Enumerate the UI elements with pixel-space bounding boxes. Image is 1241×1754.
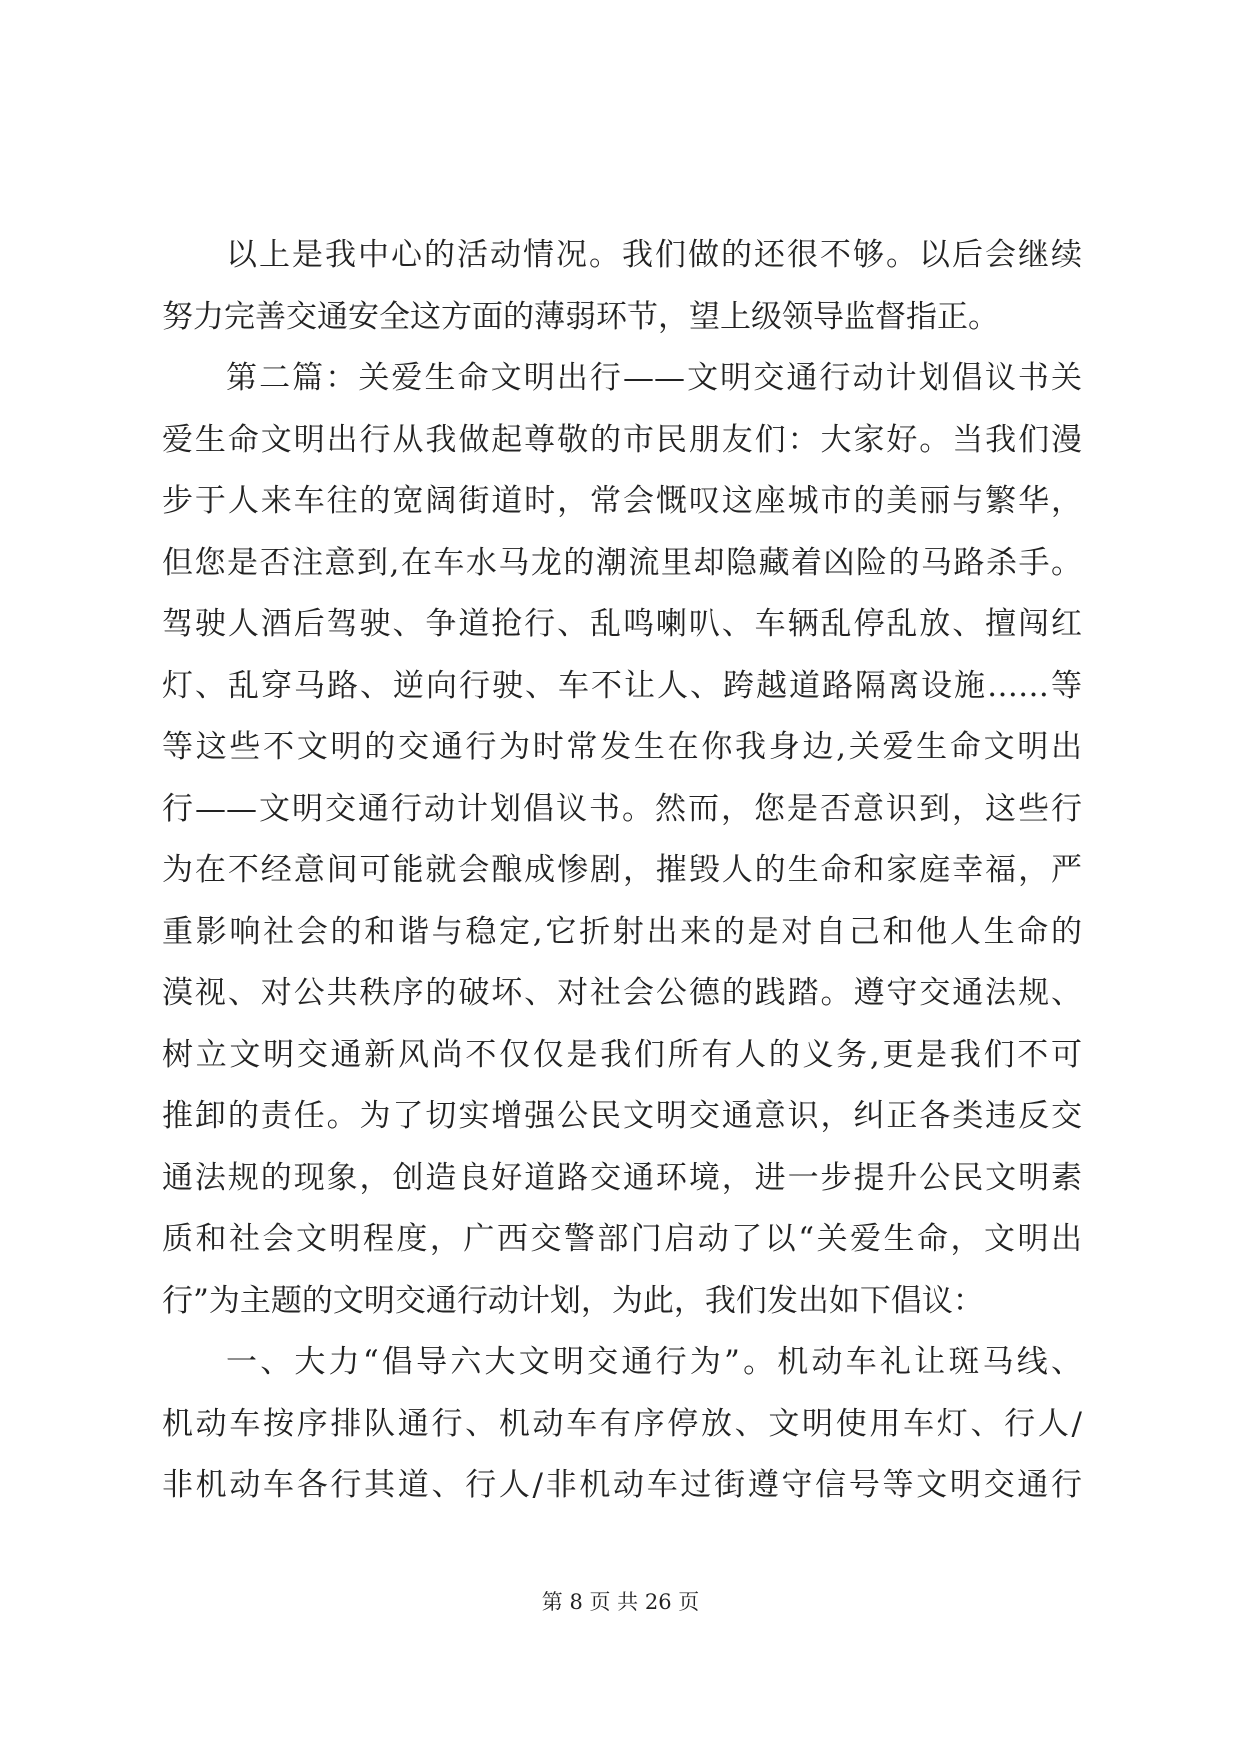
text-line: 步于人来车往的宽阔街道时，常会慨叹这座城市的美丽与繁华，: [162, 483, 1082, 519]
page-number-footer: 第 8 页 共 26 页: [541, 1590, 700, 1614]
text-line: 质和社会文明程度，广西交警部门启动了以“关爱生命，文明出: [162, 1221, 1082, 1257]
text-line: 灯、乱穿马路、逆向行驶、车不让人、跨越道路隔离设施……等: [162, 667, 1082, 704]
text-line: 为在不经意间可能就会酿成惨剧，摧毁人的生命和家庭幸福，严: [162, 852, 1082, 888]
text-line: 努力完善交通安全这方面的薄弱环节，望上级领导监督指正。: [162, 298, 999, 335]
text-line: 非机动车各行其道、行人/非机动车过街遵守信号等文明交通行: [162, 1467, 1082, 1503]
text-line: 一、大力“倡导六大文明交通行为”。机动车礼让斑马线、: [226, 1344, 1082, 1380]
text-line: 通法规的现象，创造良好道路交通环境，进一步提升公民文明素: [162, 1159, 1082, 1196]
text-line: 漠视、对公共秩序的破坏、对社会公德的践踏。遵守交通法规、: [162, 975, 1082, 1011]
text-line: 重影响社会的和谐与稳定,它折射出来的是对自己和他人生命的: [162, 913, 1082, 950]
text-line: 树立文明交通新风尚不仅仅是我们所有人的义务,更是我们不可: [162, 1036, 1082, 1073]
text-line: 行”为主题的文明交通行动计划，为此，我们发出如下倡议：: [162, 1282, 984, 1319]
text-line: 行——文明交通行动计划倡议书。然而，您是否意识到，这些行: [162, 790, 1082, 827]
text-line: 但您是否注意到,在车水马龙的潮流里却隐藏着凶险的马路杀手。: [162, 544, 1082, 581]
text-line: 爱生命文明出行从我做起尊敬的市民朋友们：大家好。当我们漫: [162, 421, 1082, 458]
text-line: 第二篇：关爱生命文明出行——文明交通行动计划倡议书关: [226, 360, 1082, 396]
text-line: 驾驶人酒后驾驶、争道抢行、乱鸣喇叭、车辆乱停乱放、擅闯红: [162, 606, 1082, 642]
text-line: 推卸的责任。为了切实增强公民文明交通意识，纠正各类违反交: [162, 1098, 1082, 1134]
text-line: 等这些不文明的交通行为时常发生在你我身边,关爱生命文明出: [162, 729, 1082, 765]
document-body: [162, 225, 1082, 1517]
text-line: 机动车按序排队通行、机动车有序停放、文明使用车灯、行人/: [162, 1405, 1082, 1442]
text-line: 以上是我中心的活动情况。我们做的还很不够。以后会继续: [226, 237, 1082, 273]
